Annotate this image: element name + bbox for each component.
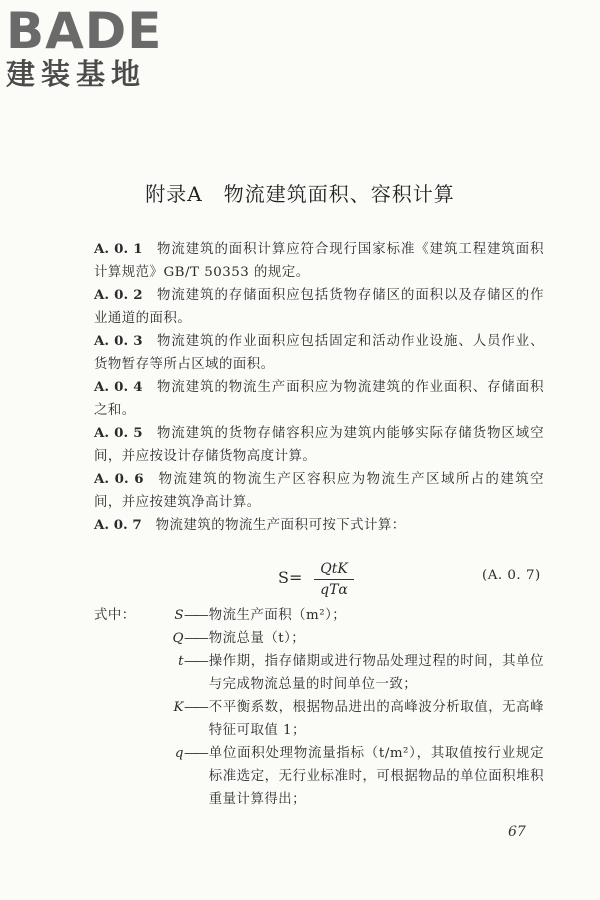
where-label: 式中：	[94, 608, 136, 623]
clause-text: 物流建筑的面积计算应符合现行国家标准《建筑工程建筑面积计算规范》GB/T 50353 的规定。	[94, 242, 545, 280]
definition-item	[94, 742, 544, 811]
clause-number: A. 0. 6	[94, 471, 144, 487]
formula-denominator: qTα	[320, 582, 348, 598]
clause-text: 物流建筑的物流生产面积应为物流建筑的作业面积、存储面积之和。	[94, 380, 545, 418]
em-dash: ——	[184, 654, 207, 669]
definition-text: 操作期，指存储期或进行物品处理过程的时间，其单位与完成物流总量的时间单位一致；	[208, 654, 544, 692]
clause-a-0-4	[94, 376, 544, 422]
clause-number: A. 0. 4	[94, 379, 143, 395]
formula-lhs: S=	[278, 568, 303, 587]
definition-item	[94, 650, 544, 696]
formula-numerator: QtK	[320, 561, 348, 577]
clause-a-0-6	[94, 468, 544, 514]
clause-text: 物流建筑的作业面积应包括固定和活动作业设施、人员作业、货物暂存等所占区域的面积。	[94, 334, 545, 372]
logo-wordmark: BADE	[6, 2, 163, 60]
definition-text: 物流总量（t）；	[208, 631, 306, 646]
clause-a-0-7	[94, 514, 544, 537]
em-dash: ——	[184, 608, 207, 623]
definition-text: 物流生产面积（m²）；	[208, 608, 347, 623]
definition-symbol: Q	[172, 631, 184, 646]
clause-number: A. 0. 5	[94, 425, 143, 441]
appendix-title: 附录A 物流建筑面积、容积计算	[145, 182, 455, 206]
formula-a-0-7	[0, 560, 600, 600]
definition-symbol: K	[173, 700, 184, 715]
clause-number: A. 0. 3	[94, 333, 143, 349]
em-dash: ——	[184, 746, 207, 761]
clause-number: A. 0. 2	[94, 287, 143, 303]
clause-a-0-5	[94, 422, 544, 468]
clause-number: A. 0. 1	[94, 241, 143, 257]
bade-logo	[6, 2, 163, 91]
fraction-bar	[314, 579, 354, 580]
definition-symbol: t	[178, 654, 184, 669]
definition-text: 不平衡系数，根据物品进出的高峰波分析取值，无高峰特征可取值 1；	[208, 700, 544, 738]
clause-text: 物流建筑的货物存储容积应为建筑内能够实际存储货物区域空间，并应按设计存储货物高度计算。	[94, 426, 545, 464]
clause-text: 物流建筑的物流生产区容积应为物流生产区域所占的建筑空间，并应按建筑净高计算。	[94, 472, 545, 510]
equation-number: (A. 0. 7)	[482, 568, 541, 583]
clause-a-0-1	[94, 238, 544, 284]
clause-number: A. 0. 7	[94, 517, 142, 533]
clause-text: 物流建筑的物流生产面积可按下式计算：	[155, 518, 406, 533]
definition-symbol: q	[174, 746, 184, 761]
clause-list	[94, 238, 544, 537]
symbol-definitions	[94, 604, 544, 811]
em-dash: ——	[184, 700, 207, 715]
clause-a-0-2	[94, 284, 544, 330]
definition-symbol: S	[174, 608, 184, 623]
definition-item	[94, 696, 544, 742]
clause-a-0-3	[94, 330, 544, 376]
definition-text: 单位面积处理物流量指标（t/m²），其取值按行业规定标准选定，无行业标准时，可根据物品的单位面积堆积重量计算得出；	[208, 746, 544, 807]
clause-text: 物流建筑的存储面积应包括货物存储区的面积以及存储区的作业通道的面积。	[94, 288, 545, 326]
definition-item	[94, 604, 544, 627]
logo-subtitle: 建装基地	[6, 57, 147, 91]
page-number: 67	[508, 824, 526, 840]
definition-item	[94, 627, 544, 650]
em-dash: ——	[184, 631, 207, 646]
formula-fraction	[312, 560, 356, 599]
